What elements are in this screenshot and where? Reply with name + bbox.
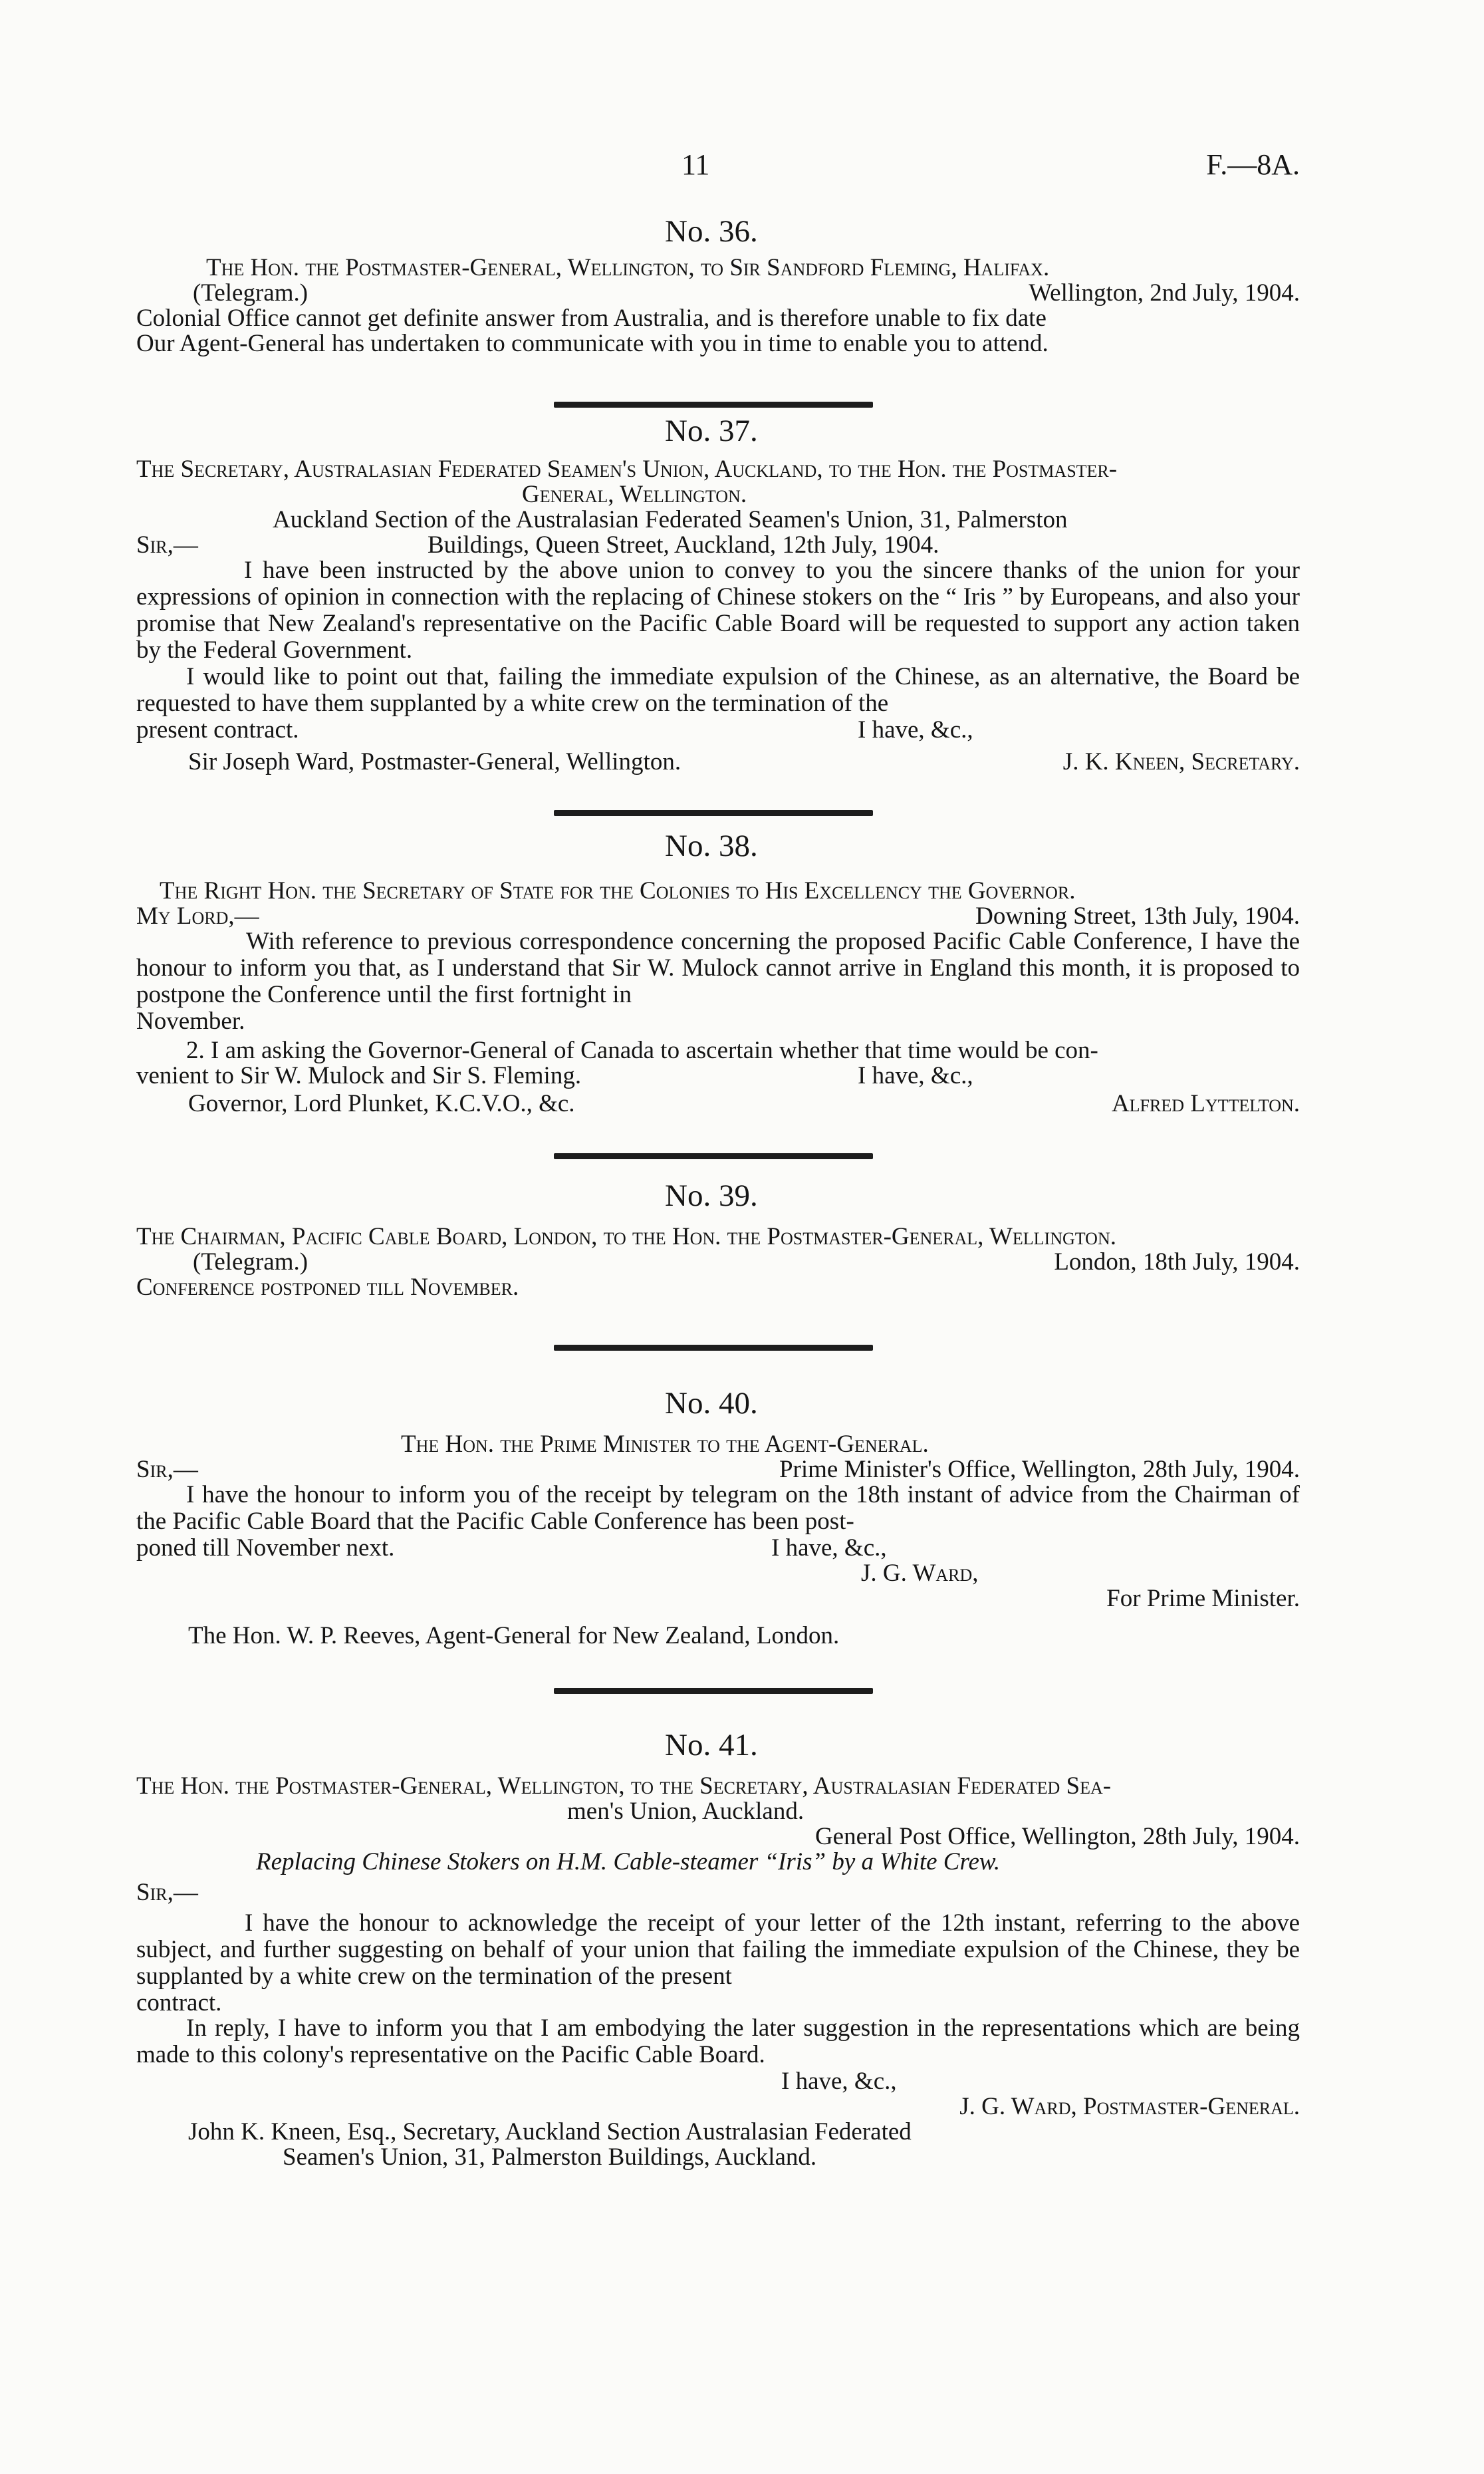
signature: J. K. Kneen, Secretary.	[1062, 748, 1300, 775]
place-date: General Post Office, Wellington, 28th July, 1904.	[814, 1823, 1300, 1850]
letter-heading: No. 39.	[665, 1178, 758, 1213]
letter-heading: No. 37.	[665, 414, 758, 448]
letter-direction: The Secretary, Australasian Federated Seamen's Union, Auckland, to the Hon. the Postmaster-	[136, 456, 1118, 483]
addressee: Sir Joseph Ward, Postmaster-General, Wellington.	[188, 748, 681, 775]
salutation: Sir,—	[136, 531, 198, 559]
body-line: Colonial Office cannot get definite answer from Australia, and is therefore unable to fix date	[136, 305, 1047, 332]
salutation: Sir,—	[136, 1879, 198, 1906]
body-paragraph: I would like to point out that, failing the immediate expulsion of the Chinese, as an alternative, the Board be requested to have them supplanted by a white crew on the termination of the	[136, 663, 1300, 717]
body-line: Conference postponed till November.	[136, 1274, 519, 1301]
place-date: Wellington, 2nd July, 1904.	[1029, 279, 1300, 307]
section-divider	[554, 1345, 873, 1351]
letter-direction: The Hon. the Prime Minister to the Agent-General.	[401, 1431, 929, 1458]
letter-heading: No. 38.	[665, 829, 758, 863]
body-paragraph: I have the honour to acknowledge the receipt of your letter of the 12th instant, referring to the above subject, and further suggesting on behalf of your union that failing the immediate expulsion of the Chinese, they be supplanted by a white crew on the termination of the present	[136, 1909, 1300, 1990]
addressee: Governor, Lord Plunket, K.C.V.O., &c.	[188, 1090, 575, 1117]
body-paragraph: In reply, I have to inform you that I am embodying the later suggestion in the representations which are being made to this colony's representative on the Pacific Cable Board.	[136, 2014, 1300, 2068]
letter-heading: No. 40.	[665, 1386, 758, 1421]
closing: I have, &c.,	[781, 2068, 897, 2095]
body-paragraph: 2. I am asking the Governor-General of Canada to ascertain whether that time would be con-	[186, 1037, 1098, 1064]
body-paragraph-end: present contract.	[136, 716, 299, 744]
letter-heading: No. 36.	[665, 214, 758, 249]
place-date: Prime Minister's Office, Wellington, 28th July, 1904.	[779, 1456, 1300, 1483]
closing: I have, &c.,	[858, 716, 973, 744]
addressee-cont: Seamen's Union, 31, Palmerston Buildings, Auckland.	[283, 2143, 817, 2171]
section-divider	[554, 402, 873, 408]
document-page	[136, 0, 1300, 2474]
salutation: My Lord,—	[136, 902, 259, 930]
signature: Alfred Lyttelton.	[1111, 1090, 1300, 1117]
signature: J. G. Ward,	[861, 1560, 979, 1587]
section-divider	[554, 1688, 873, 1694]
letter-direction-cont: General, Wellington.	[522, 481, 747, 508]
sender-address: Auckland Section of the Australasian Federated Seamen's Union, 31, Palmerston	[273, 506, 1068, 533]
telegram-label: (Telegram.)	[193, 279, 309, 307]
body-paragraph-end: poned till November next.	[136, 1534, 395, 1562]
telegram-label: (Telegram.)	[193, 1248, 309, 1276]
addressee: The Hon. W. P. Reeves, Agent-General for New Zealand, London.	[188, 1622, 840, 1649]
letter-direction: The Hon. the Postmaster-General, Wellington, to Sir Sandford Fleming, Halifax.	[206, 254, 1050, 281]
body-paragraph-end: contract.	[136, 1989, 222, 2016]
body-paragraph: With reference to previous correspondence concerning the proposed Pacific Cable Conference, I have the honour to inform you that, as I understand that Sir W. Mulock cannot arrive in England this month, it is proposed to postpone the Conference until the first fortnight in	[136, 928, 1300, 1008]
body-line: Our Agent-General has undertaken to communicate with you in time to enable you to attend.	[136, 330, 1049, 357]
page-number: 11	[681, 148, 710, 181]
closing: I have, &c.,	[858, 1062, 973, 1089]
salutation: Sir,—	[136, 1456, 198, 1483]
place-date: London, 18th July, 1904.	[1054, 1248, 1300, 1276]
closing: I have, &c.,	[771, 1534, 887, 1562]
document-reference: F.—8A.	[1206, 148, 1300, 181]
body-paragraph: I have the honour to inform you of the receipt by telegram on the 18th instant of advice from the Chairman of the Pacific Cable Board that the Pacific Cable Conference has been post-	[136, 1481, 1300, 1535]
letter-heading: No. 41.	[665, 1728, 758, 1762]
letter-direction: The Right Hon. the Secretary of State for the Colonies to His Excellency the Governor.	[160, 877, 1076, 904]
signature: J. G. Ward, Postmaster-General.	[959, 2093, 1300, 2120]
body-paragraph-end: November.	[136, 1008, 245, 1035]
body-paragraph: I have been instructed by the above union to convey to you the sincere thanks of the union for your expressions of opinion in connection with the replacing of Chinese stokers on the “ Iris ” by Europeans, and also your promise that New Zealand's representative on the Pacific Cable Board will be requested to support any action taken by the Federal Government.	[136, 557, 1300, 664]
sender-address-date: Buildings, Queen Street, Auckland, 12th July, 1904.	[428, 531, 939, 559]
letter-direction-cont: men's Union, Auckland.	[567, 1798, 804, 1825]
place-date: Downing Street, 13th July, 1904.	[975, 902, 1300, 930]
signature-role: For Prime Minister.	[1106, 1585, 1300, 1612]
addressee: John K. Kneen, Esq., Secretary, Auckland Section Australasian Federated	[188, 2118, 912, 2145]
letter-direction: The Chairman, Pacific Cable Board, London, to the Hon. the Postmaster-General, Wellington.	[136, 1223, 1116, 1250]
letter-subject: Replacing Chinese Stokers on H.M. Cable-steamer “Iris” by a White Crew.	[256, 1848, 1001, 1875]
body-paragraph-end: venient to Sir W. Mulock and Sir S. Fleming.	[136, 1062, 582, 1089]
section-divider	[554, 1153, 873, 1159]
letter-direction: The Hon. the Postmaster-General, Wellington, to the Secretary, Australasian Federated Sea-	[136, 1772, 1112, 1800]
section-divider	[554, 810, 873, 816]
